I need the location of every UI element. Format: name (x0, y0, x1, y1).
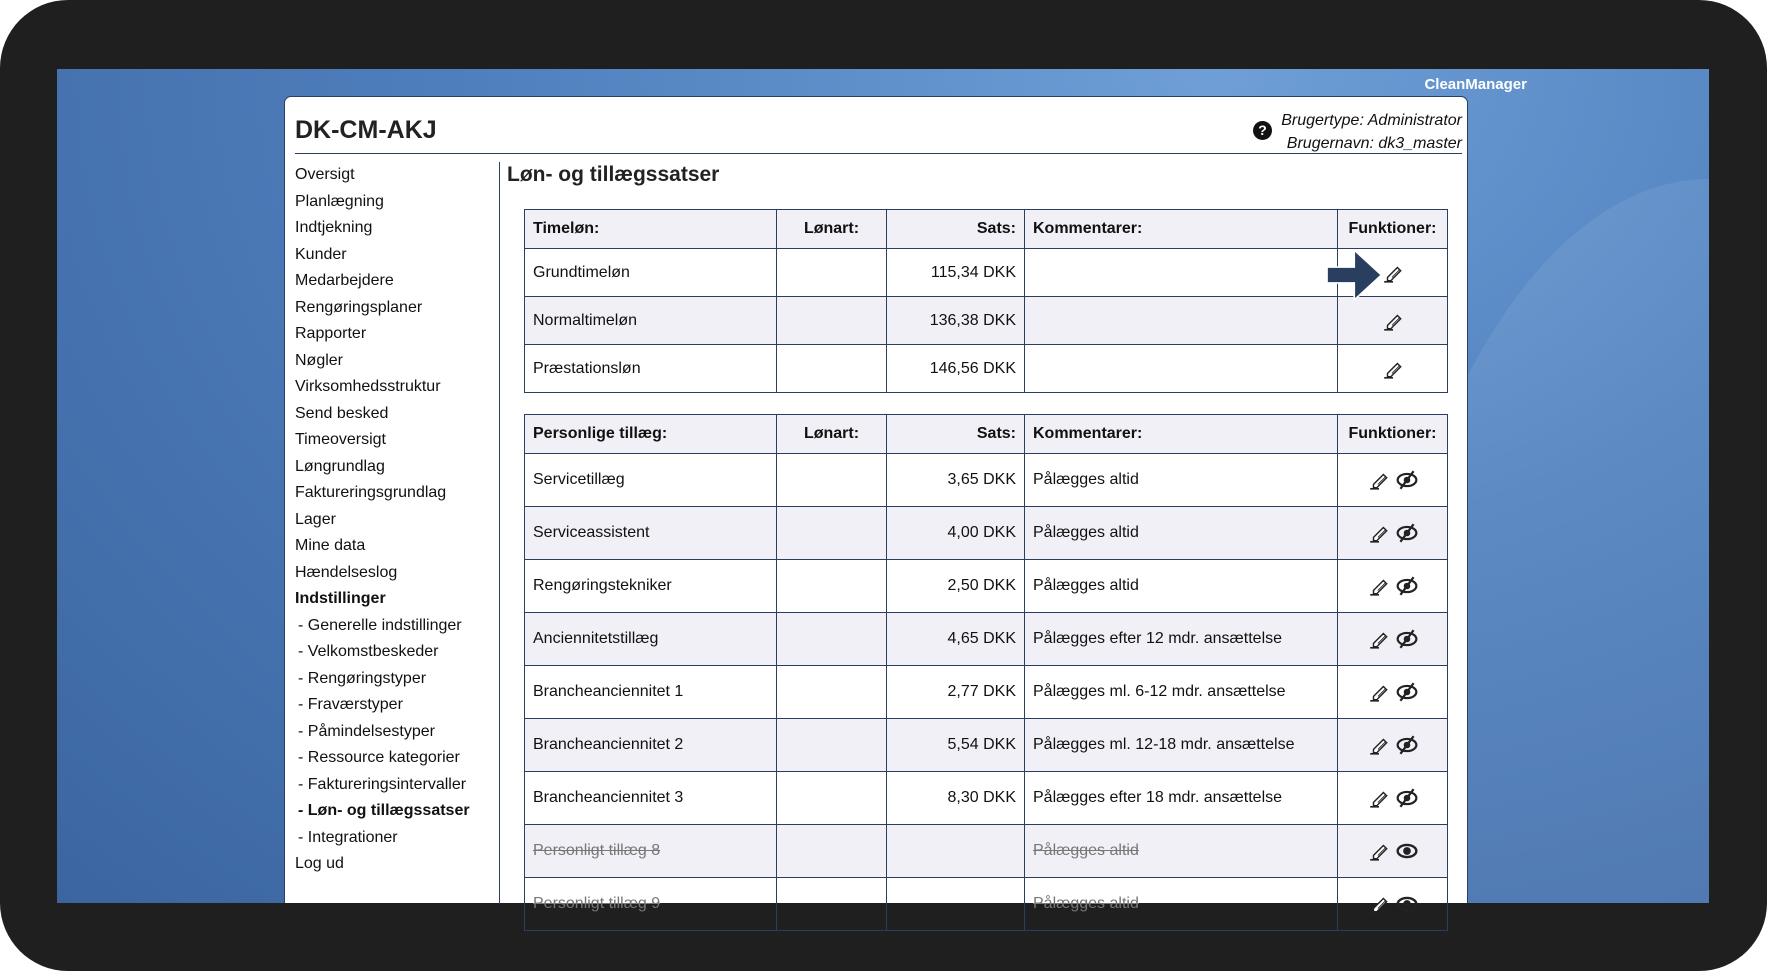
functions-cell (1338, 825, 1448, 878)
header-divider (295, 153, 1462, 154)
sidebar-item[interactable]: - Velkomstbeskeder (298, 643, 439, 660)
pencil-icon[interactable] (1368, 788, 1390, 808)
name-cell: Præstationsløn (525, 345, 777, 393)
sats-cell: 3,65 DKK (887, 454, 1025, 507)
table-row (525, 507, 1448, 560)
eye-icon[interactable] (1396, 841, 1418, 861)
pencil-icon[interactable] (1368, 523, 1390, 543)
name-cell: Rengøringstekniker (525, 560, 777, 613)
table-row (525, 719, 1448, 772)
sats-cell (887, 825, 1025, 878)
eye-slash-icon[interactable] (1396, 682, 1418, 702)
functions-cell (1338, 560, 1448, 613)
pencil-icon[interactable] (1368, 682, 1390, 702)
name-cell: Brancheanciennitet 3 (525, 772, 777, 825)
pencil-icon[interactable] (1368, 576, 1390, 596)
user-type: Brugertype: Administrator (1281, 112, 1462, 129)
sats-cell: 8,30 DKK (887, 772, 1025, 825)
comment-cell: Pålægges altid (1025, 825, 1338, 878)
lonart-cell (777, 719, 887, 772)
table-header (525, 415, 1448, 454)
comment-cell (1025, 345, 1338, 393)
functions-cell (1338, 666, 1448, 719)
name-cell: Brancheanciennitet 2 (525, 719, 777, 772)
desktop (57, 69, 1709, 912)
comment-cell (1025, 249, 1338, 297)
sidebar-item[interactable]: Rengøringsplaner (295, 298, 423, 316)
pencil-icon[interactable] (1382, 311, 1404, 331)
table-row (525, 297, 1448, 345)
user-info (1281, 109, 1462, 155)
lonart-cell (777, 345, 887, 393)
sidebar-item[interactable]: Mine data (295, 537, 366, 554)
sidebar-item[interactable]: Indtjekning (295, 219, 373, 236)
sidebar-item[interactable]: - Rengøringstyper (298, 669, 427, 687)
sidebar-item[interactable]: - Påmindelsestyper (298, 722, 435, 740)
sidebar (295, 162, 470, 878)
table-row (525, 825, 1448, 878)
name-cell: Anciennitetstillæg (525, 613, 777, 666)
sats-cell (887, 878, 1025, 931)
pencil-icon[interactable] (1368, 894, 1390, 914)
eye-slash-icon[interactable] (1396, 735, 1418, 755)
table-header (525, 210, 1448, 249)
column-header: Kommentarer: (1025, 415, 1338, 454)
eye-slash-icon[interactable] (1396, 629, 1418, 649)
sats-cell: 146,56 DKK (887, 345, 1025, 393)
table-row (525, 560, 1448, 613)
sidebar-divider (499, 162, 500, 904)
pencil-icon[interactable] (1368, 735, 1390, 755)
sats-cell: 2,50 DKK (887, 560, 1025, 613)
column-header: Funktioner: (1338, 210, 1448, 249)
lonart-cell (777, 666, 887, 719)
comment-cell: Pålægges altid (1025, 878, 1338, 931)
functions-cell (1338, 719, 1448, 772)
functions-cell (1338, 772, 1448, 825)
lonart-cell (777, 454, 887, 507)
table-row (525, 249, 1448, 297)
eye-slash-icon[interactable] (1396, 576, 1418, 596)
lonart-cell (777, 772, 887, 825)
user-name: Brugernavn: dk3_master (1286, 135, 1462, 152)
timelon-table (524, 209, 1448, 393)
sidebar-item[interactable]: - Ressource kategorier (298, 749, 460, 766)
sidebar-item[interactable]: Virksomhedsstruktur (295, 378, 441, 395)
name-cell: Personligt tillæg 8 (525, 825, 777, 878)
comment-cell: Pålægges ml. 12-18 mdr. ansættelse (1025, 719, 1338, 772)
eye-icon[interactable] (1396, 894, 1418, 914)
sidebar-item[interactable]: Faktureringsgrundlag (295, 484, 447, 501)
sidebar-item[interactable]: Nøgler (295, 351, 344, 369)
pencil-icon[interactable] (1382, 359, 1404, 379)
pencil-icon[interactable] (1368, 470, 1390, 490)
name-cell: Normaltimeløn (525, 297, 777, 345)
table-row (525, 772, 1448, 825)
sidebar-item[interactable]: Log ud (295, 855, 344, 872)
name-cell: Grundtimeløn (525, 249, 777, 297)
column-header: Timeløn: (525, 210, 777, 249)
sats-cell: 115,34 DKK (887, 249, 1025, 297)
name-cell: Serviceassistent (525, 507, 777, 560)
sidebar-item[interactable]: Løngrundlag (295, 457, 385, 475)
column-header: Personlige tillæg: (525, 415, 777, 454)
app-title: DK-CM-AKJ (295, 116, 437, 144)
functions-cell (1338, 507, 1448, 560)
functions-cell (1338, 613, 1448, 666)
sidebar-item[interactable]: Lager (295, 510, 336, 528)
comment-cell: Pålægges efter 18 mdr. ansættelse (1025, 772, 1338, 825)
comment-cell: Pålægges efter 12 mdr. ansættelse (1025, 613, 1338, 666)
sidebar-item[interactable]: - Fraværstyper (298, 696, 403, 713)
column-header: Sats: (887, 415, 1025, 454)
column-header: Funktioner: (1338, 415, 1448, 454)
sats-cell: 136,38 DKK (887, 297, 1025, 345)
pencil-icon[interactable] (1368, 629, 1390, 649)
eye-slash-icon[interactable] (1396, 523, 1418, 543)
table-row (525, 345, 1448, 393)
name-cell: Brancheanciennitet 1 (525, 666, 777, 719)
arrow-right-icon (1327, 250, 1386, 300)
sidebar-item[interactable]: Kunder (295, 245, 347, 263)
lonart-cell (777, 878, 887, 931)
sidebar-item[interactable]: - Løn- og tillægssatser (298, 802, 470, 819)
lonart-cell (777, 613, 887, 666)
personlige-tillaeg-table (524, 414, 1448, 931)
comment-cell (1025, 297, 1338, 345)
sats-cell: 2,77 DKK (887, 666, 1025, 719)
name-cell: Servicetillæg (525, 454, 777, 507)
sats-cell: 4,65 DKK (887, 613, 1025, 666)
sidebar-item[interactable]: Timeoversigt (295, 431, 386, 448)
lonart-cell (777, 249, 887, 297)
functions-cell (1338, 345, 1448, 393)
table-row (525, 613, 1448, 666)
pencil-icon[interactable] (1368, 841, 1390, 861)
comment-cell: Pålægges ml. 6-12 mdr. ansættelse (1025, 666, 1338, 719)
sidebar-item[interactable]: Send besked (295, 404, 389, 422)
lonart-cell (777, 507, 887, 560)
page-title: Løn- og tillægssatser (507, 163, 720, 186)
eye-slash-icon[interactable] (1396, 470, 1418, 490)
sats-cell: 5,54 DKK (887, 719, 1025, 772)
sidebar-item[interactable]: - Generelle indstillinger (298, 616, 462, 634)
brand-label: CleanManager (1424, 76, 1527, 93)
sidebar-item[interactable]: Medarbejdere (295, 272, 394, 289)
table-row (525, 878, 1448, 931)
sidebar-item[interactable]: Rapporter (295, 325, 367, 342)
name-cell: Personligt tillæg 9 (525, 878, 777, 931)
comment-cell: Pålægges altid (1025, 507, 1338, 560)
comment-cell: Pålægges altid (1025, 454, 1338, 507)
lonart-cell (777, 297, 887, 345)
sidebar-item[interactable]: - Faktureringsintervaller (298, 775, 467, 793)
app-window (284, 96, 1468, 912)
sidebar-item[interactable]: - Integrationer (298, 828, 398, 846)
column-header: Lønart: (777, 210, 887, 249)
functions-cell (1338, 454, 1448, 507)
sats-cell: 4,00 DKK (887, 507, 1025, 560)
column-header: Kommentarer: (1025, 210, 1338, 249)
column-header: Lønart: (777, 415, 887, 454)
functions-cell (1338, 297, 1448, 345)
column-header: Sats: (887, 210, 1025, 249)
lonart-cell (777, 825, 887, 878)
eye-slash-icon[interactable] (1396, 788, 1418, 808)
functions-cell (1338, 878, 1448, 931)
sidebar-item[interactable]: Planlægning (295, 192, 384, 210)
lonart-cell (777, 560, 887, 613)
sidebar-item[interactable]: Hændelseslog (295, 563, 398, 581)
sidebar-item[interactable]: Indstillinger (295, 590, 386, 607)
table-row (525, 454, 1448, 507)
help-icon[interactable]: ? (1253, 121, 1272, 140)
sidebar-item[interactable]: Oversigt (295, 166, 355, 183)
comment-cell: Pålægges altid (1025, 560, 1338, 613)
table-row (525, 666, 1448, 719)
